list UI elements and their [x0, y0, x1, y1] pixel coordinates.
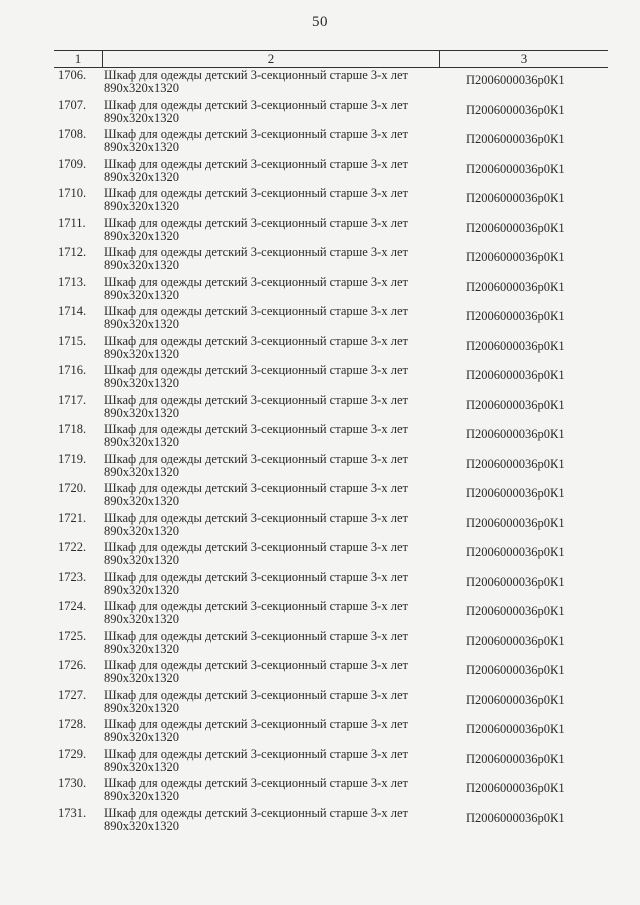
description-line-1: Шкаф для одежды детский 3-секционный старше 3-х лет [104, 68, 408, 82]
description-line-1: Шкаф для одежды детский 3-секционный старше 3-х лет [104, 392, 408, 407]
description-line-2: 890х320х1320 [104, 110, 179, 125]
table-row [54, 481, 608, 511]
table-row [54, 422, 608, 452]
table-row [54, 245, 608, 275]
row-number: 1726. [58, 658, 87, 672]
row-number: 1724. [58, 599, 87, 613]
row-description [104, 364, 444, 390]
row-code: П2006000036р0К1 [466, 545, 565, 559]
description-line-1: Шкаф для одежды детский 3-секционный старше 3-х лет [104, 127, 408, 141]
row-description [104, 246, 444, 272]
description-line-1: Шкаф для одежды детский 3-секционный старше 3-х лет [104, 451, 408, 466]
description-line-1: Шкаф для одежды детский 3-секционный старше 3-х лет [104, 687, 408, 702]
table-row [54, 98, 608, 128]
table-row [54, 393, 608, 423]
description-line-1: Шкаф для одежды детский 3-секционный старше 3-х лет [104, 304, 408, 318]
row-description [104, 187, 444, 213]
row-description [104, 335, 444, 361]
row-number: 1725. [58, 628, 87, 643]
description-line-1: Шкаф для одежды детский 3-секционный старше 3-х лет [104, 363, 408, 377]
table-body [54, 68, 608, 835]
row-code: П2006000036р0К1 [466, 692, 565, 707]
row-description [104, 394, 444, 420]
description-line-2: 890х320х1320 [104, 700, 179, 715]
row-description [104, 276, 444, 302]
table-row [54, 776, 608, 806]
description-line-2: 890х320х1320 [104, 818, 179, 833]
description-line-1: Шкаф для одежды детский 3-секционный старше 3-х лет [104, 97, 408, 112]
description-line-2: 890х320х1320 [104, 405, 179, 420]
table-header [54, 50, 608, 68]
description-line-2: 890х320х1320 [104, 789, 179, 803]
description-line-1: Шкаф для одежды детский 3-секционный старше 3-х лет [104, 746, 408, 761]
table-row [54, 68, 608, 98]
description-line-1: Шкаф для одежды детский 3-секционный старше 3-х лет [104, 717, 408, 731]
description-line-2: 890х320х1320 [104, 199, 179, 213]
table-row [54, 186, 608, 216]
row-number: 1721. [58, 510, 87, 525]
description-line-2: 890х320х1320 [104, 553, 179, 567]
table-row [54, 275, 608, 305]
row-description [104, 99, 444, 125]
description-line-1: Шкаф для одежды детский 3-секционный старше 3-х лет [104, 776, 408, 790]
row-description [104, 659, 444, 685]
row-number: 1709. [58, 156, 87, 171]
description-line-2: 890х320х1320 [104, 523, 179, 538]
header-col-1: 1 [54, 51, 103, 67]
row-description [104, 305, 444, 331]
description-line-2: 890х320х1320 [104, 582, 179, 597]
description-line-1: Шкаф для одежды детский 3-секционный старше 3-х лет [104, 274, 408, 289]
row-code: П2006000036р0К1 [466, 102, 565, 117]
row-number: 1714. [58, 304, 87, 318]
description-line-1: Шкаф для одежды детский 3-секционный старше 3-х лет [104, 245, 408, 259]
row-code: П2006000036р0К1 [466, 161, 565, 176]
row-code: П2006000036р0К1 [466, 309, 565, 323]
table-row [54, 304, 608, 334]
description-line-1: Шкаф для одежды детский 3-секционный старше 3-х лет [104, 540, 408, 554]
row-description [104, 600, 444, 626]
row-number: 1731. [58, 805, 87, 820]
row-description [104, 807, 444, 833]
table-row [54, 806, 608, 836]
table-row [54, 363, 608, 393]
row-number: 1730. [58, 776, 87, 790]
description-line-1: Шкаф для одежды детский 3-секционный старше 3-х лет [104, 422, 408, 436]
table-row [54, 452, 608, 482]
table-row [54, 629, 608, 659]
row-description [104, 718, 444, 744]
description-line-2: 890х320х1320 [104, 730, 179, 744]
table-row [54, 658, 608, 688]
description-line-2: 890х320х1320 [104, 671, 179, 685]
row-number: 1727. [58, 687, 87, 702]
description-line-2: 890х320х1320 [104, 435, 179, 449]
description-line-1: Шкаф для одежды детский 3-секционный старше 3-х лет [104, 628, 408, 643]
row-code: П2006000036р0К1 [466, 220, 565, 235]
description-line-2: 890х320х1320 [104, 258, 179, 272]
table-row [54, 157, 608, 187]
table-row [54, 511, 608, 541]
row-description [104, 482, 444, 508]
row-code: П2006000036р0К1 [466, 73, 565, 87]
row-code: П2006000036р0К1 [466, 456, 565, 471]
description-line-1: Шкаф для одежды детский 3-секционный старше 3-х лет [104, 156, 408, 171]
row-code: П2006000036р0К1 [466, 486, 565, 500]
row-code: П2006000036р0К1 [466, 810, 565, 825]
description-line-1: Шкаф для одежды детский 3-секционный старше 3-х лет [104, 186, 408, 200]
row-description [104, 748, 444, 774]
row-code: П2006000036р0К1 [466, 663, 565, 677]
row-number: 1722. [58, 540, 87, 554]
description-line-1: Шкаф для одежды детский 3-секционный старше 3-х лет [104, 333, 408, 348]
description-line-2: 890х320х1320 [104, 759, 179, 774]
table-row [54, 717, 608, 747]
description-line-1: Шкаф для одежды детский 3-секционный старше 3-х лет [104, 658, 408, 672]
description-line-2: 890х320х1320 [104, 464, 179, 479]
row-code: П2006000036р0К1 [466, 427, 565, 441]
description-line-2: 890х320х1320 [104, 228, 179, 243]
row-number: 1715. [58, 333, 87, 348]
row-number: 1716. [58, 363, 87, 377]
row-code: П2006000036р0К1 [466, 338, 565, 353]
description-line-2: 890х320х1320 [104, 641, 179, 656]
row-number: 1708. [58, 127, 87, 141]
row-number: 1707. [58, 97, 87, 112]
row-code: П2006000036р0К1 [466, 633, 565, 648]
row-number: 1710. [58, 186, 87, 200]
row-description [104, 453, 444, 479]
row-description [104, 689, 444, 715]
row-code: П2006000036р0К1 [466, 191, 565, 205]
row-number: 1712. [58, 245, 87, 259]
row-code: П2006000036р0К1 [466, 368, 565, 382]
row-code: П2006000036р0К1 [466, 574, 565, 589]
row-number: 1723. [58, 569, 87, 584]
table-row [54, 688, 608, 718]
row-description [104, 128, 444, 154]
row-number: 1720. [58, 481, 87, 495]
row-code: П2006000036р0К1 [466, 279, 565, 294]
description-line-2: 890х320х1320 [104, 317, 179, 331]
description-line-1: Шкаф для одежды детский 3-секционный старше 3-х лет [104, 569, 408, 584]
description-line-2: 890х320х1320 [104, 287, 179, 302]
row-number: 1717. [58, 392, 87, 407]
row-description [104, 541, 444, 567]
row-description [104, 217, 444, 243]
table-row [54, 570, 608, 600]
table-row [54, 216, 608, 246]
header-col-2: 2 [103, 51, 440, 67]
description-line-2: 890х320х1320 [104, 376, 179, 390]
row-code: П2006000036р0К1 [466, 751, 565, 766]
row-description [104, 512, 444, 538]
description-line-1: Шкаф для одежды детский 3-секционный старше 3-х лет [104, 215, 408, 230]
description-line-1: Шкаф для одежды детский 3-секционный старше 3-х лет [104, 481, 408, 495]
description-line-2: 890х320х1320 [104, 81, 179, 95]
row-description [104, 69, 444, 95]
header-col-3: 3 [520, 51, 528, 66]
row-description [104, 423, 444, 449]
row-code: П2006000036р0К1 [466, 722, 565, 736]
row-code: П2006000036р0К1 [466, 515, 565, 530]
description-line-2: 890х320х1320 [104, 494, 179, 508]
description-line-2: 890х320х1320 [104, 612, 179, 626]
row-number: 1729. [58, 746, 87, 761]
row-number: 1718. [58, 422, 87, 436]
table-row [54, 127, 608, 157]
row-description [104, 158, 444, 184]
items-table [54, 50, 608, 835]
table-row [54, 747, 608, 777]
row-description [104, 630, 444, 656]
row-number: 1728. [58, 717, 87, 731]
row-code: П2006000036р0К1 [466, 781, 565, 795]
description-line-1: Шкаф для одежды детский 3-секционный старше 3-х лет [104, 599, 408, 613]
row-number: 1713. [58, 274, 87, 289]
row-description [104, 571, 444, 597]
row-code: П2006000036р0К1 [466, 132, 565, 146]
description-line-1: Шкаф для одежды детский 3-секционный старше 3-х лет [104, 510, 408, 525]
description-line-1: Шкаф для одежды детский 3-секционный старше 3-х лет [104, 805, 408, 820]
row-number: 1711. [58, 215, 86, 230]
description-line-2: 890х320х1320 [104, 140, 179, 154]
row-code: П2006000036р0К1 [466, 397, 565, 412]
table-row [54, 334, 608, 364]
description-line-2: 890х320х1320 [104, 346, 179, 361]
table-row [54, 599, 608, 629]
row-code: П2006000036р0К1 [466, 604, 565, 618]
row-number: 1706. [58, 68, 87, 82]
page-number: 50 [312, 14, 328, 30]
table-row [54, 540, 608, 570]
row-number: 1719. [58, 451, 87, 466]
row-code: П2006000036р0К1 [466, 250, 565, 264]
description-line-2: 890х320х1320 [104, 169, 179, 184]
row-description [104, 777, 444, 803]
